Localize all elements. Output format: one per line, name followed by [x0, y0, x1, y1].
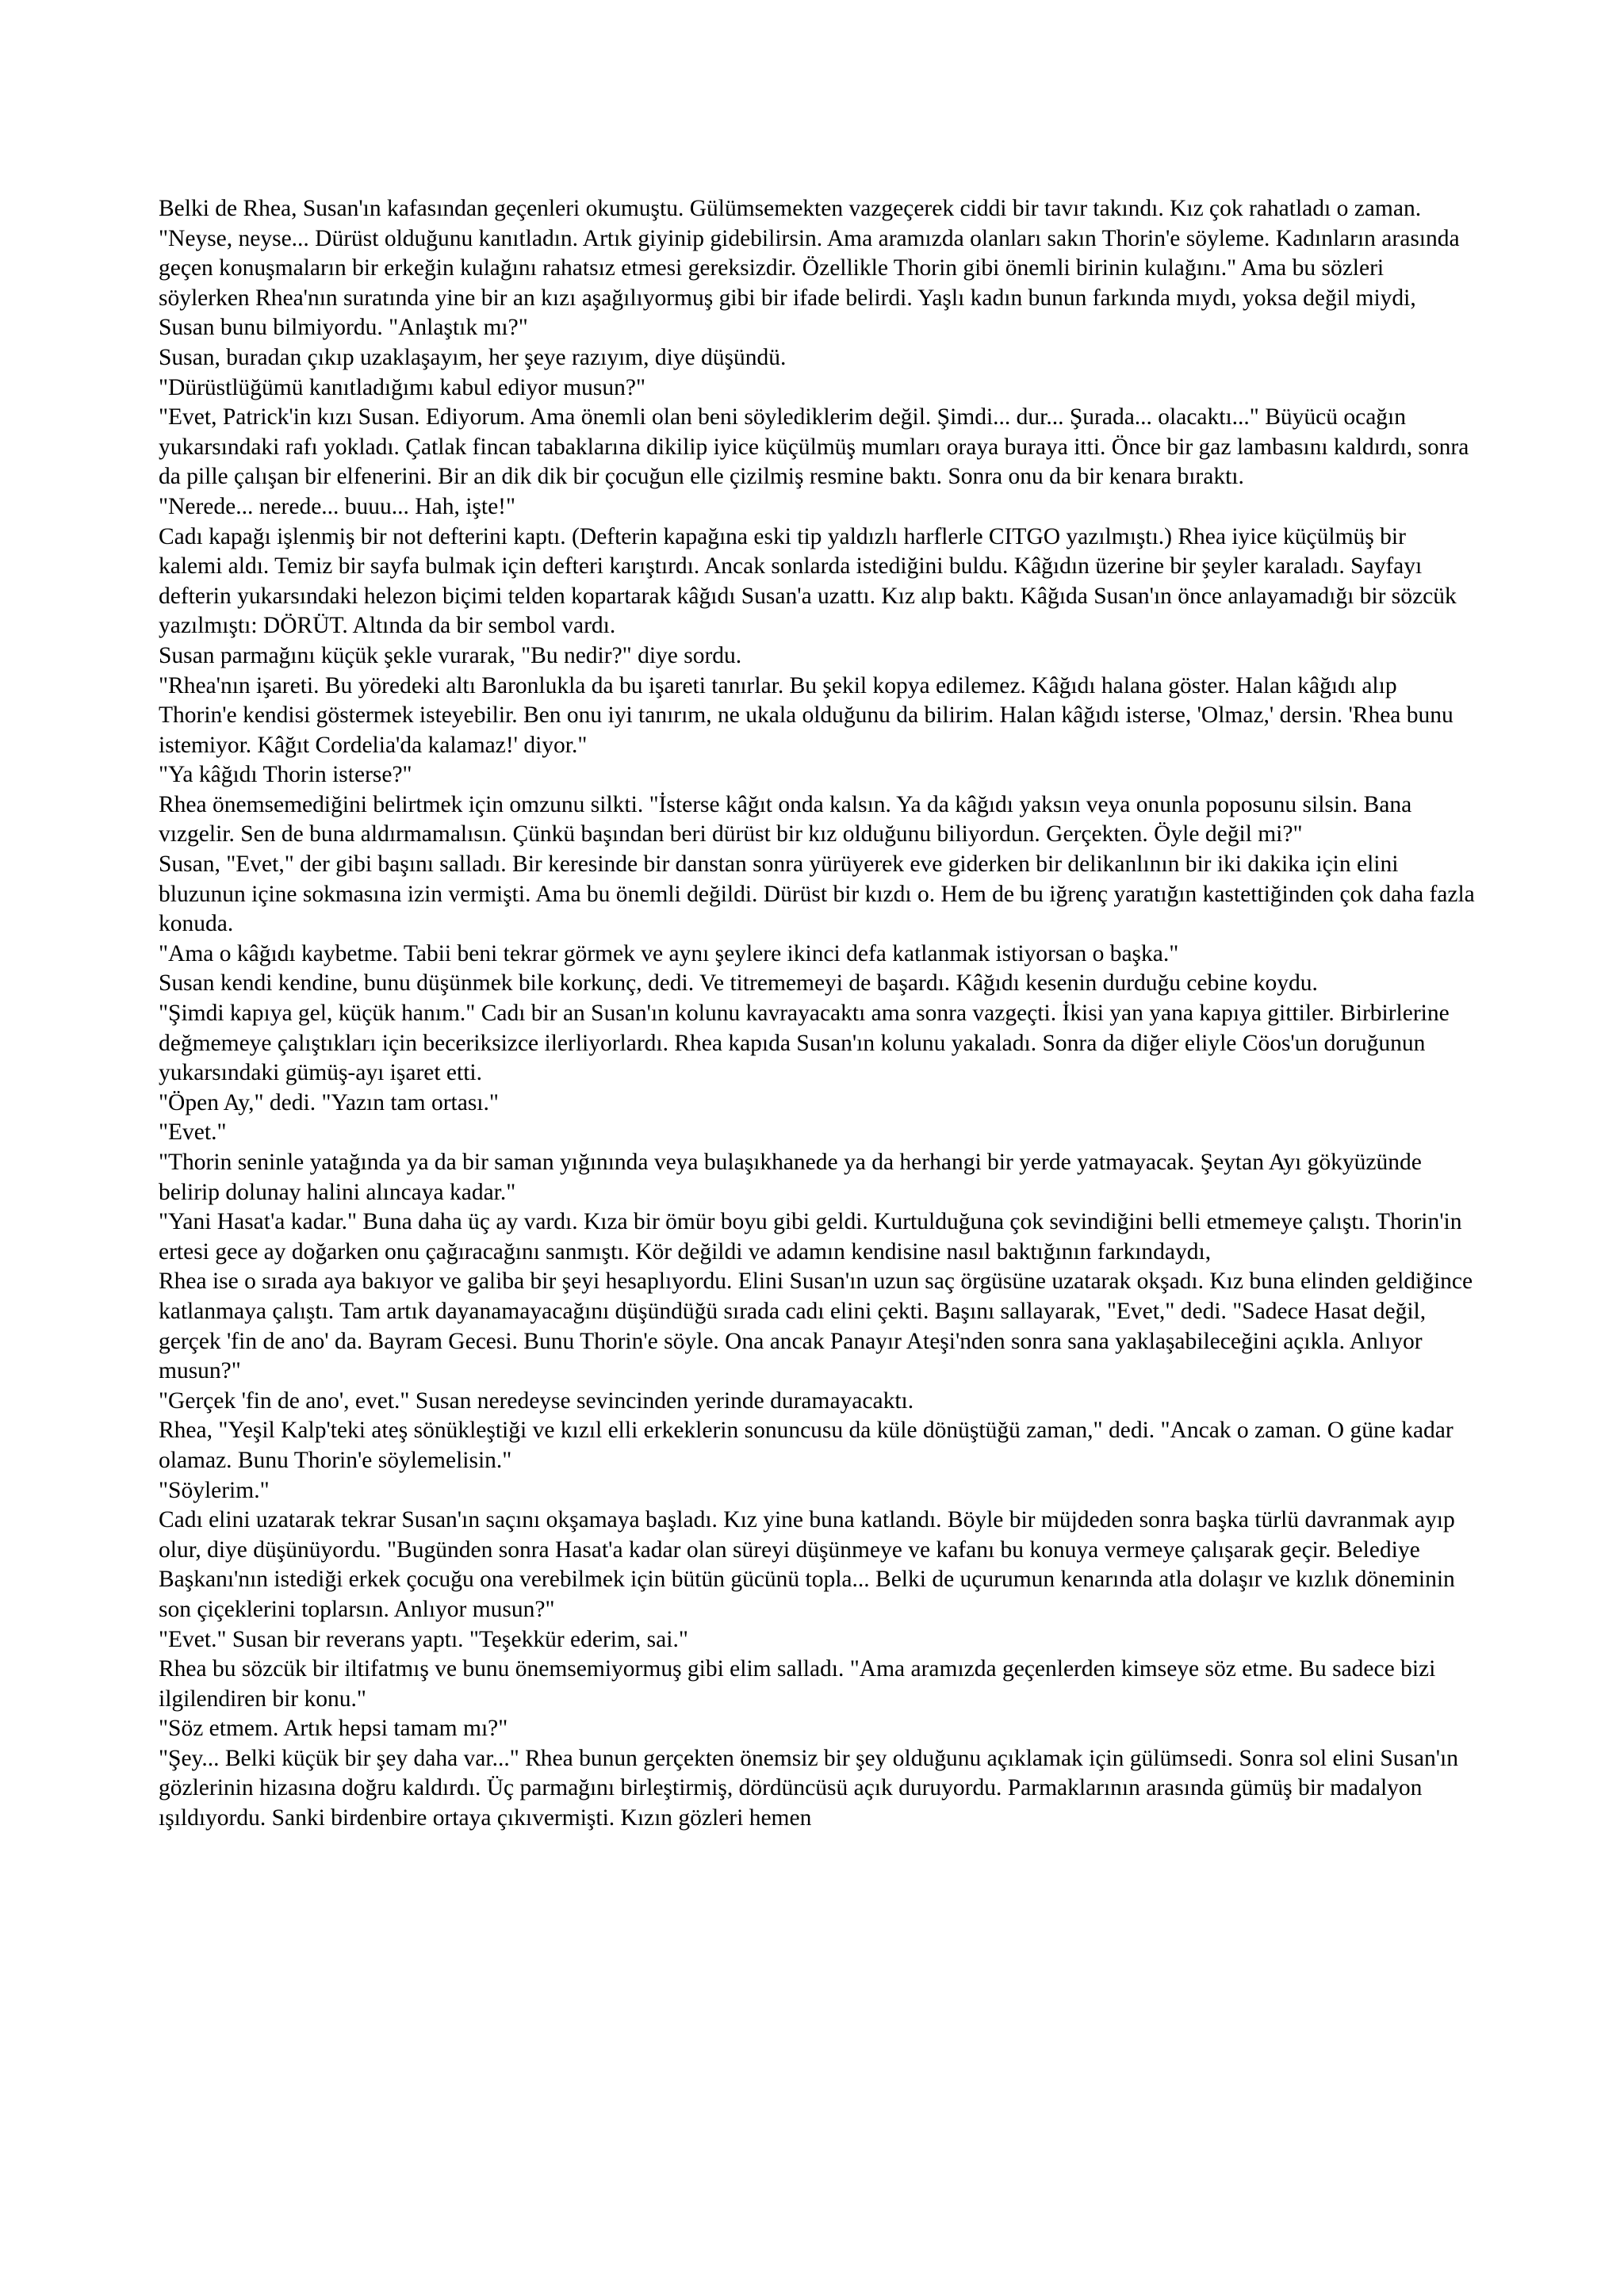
paragraph: "Evet, Patrick'in kızı Susan. Ediyorum. Ama önemli olan beni söylediklerim değil. Şimdi... dur... Şurada... olacaktı..." Büyücü ocağın yukarsındaki rafı yokladı. Çatlak fincan tabaklarına dikilip iyice küçülmüş mumları oraya buraya itti. Önce bir gaz lambasını kaldırdı, sonra da pille çalışan bir elfenerini. Bir an dik dik bir çocuğun elle çizilmiş resmine baktı. Sonra onu da bir kenara bıraktı.	[159, 404, 1469, 490]
paragraph: Rhea ise o sırada aya bakıyor ve galiba bir şeyi hesaplıyordu. Elini Susan'ın uzun saç örgüsüne uzatarak okşadı. Kız buna elinden geldiğince katlanmaya çalıştı. Tam artık dayanamayacağını düşündüğü sırada cadı elini çekti. Başını sallayarak, "Evet," dedi. "Sadece Hasat değil, gerçek 'fin de ano' da. Bayram Gecesi. Bunu Thorin'e söyle. Ona ancak Panayır Ateşi'nden sonra sana yaklaşabileceğini açıkla. Anlıyor musun?"	[159, 1269, 1473, 1384]
paragraph: Belki de Rhea, Susan'ın kafasından geçenleri okumuştu. Gülümsemekten vazgeçerek ciddi bir tavır takındı. Kız çok rahatladı o zaman.	[159, 196, 1422, 221]
paragraph: Cadı elini uzatarak tekrar Susan'ın saçını okşamaya başladı. Kız yine buna katlandı. Böyle bir müjdeden sonra başka türlü davranmak ayıp olur, diye düşünüyordu. "Bugünden sonra Hasat'a kadar olan süreyi düşünmeye ve kafanı bu konuya vermeye çalışarak geçir. Belediye Başkanı'nın istediği erkek çocuğu ona verebilmek için bütün gücünü topla... Belki de uçurumun kenarında atla dolaşır ve kızlık döneminin son çiçeklerini toplarsın. Anlıyor musun?"	[159, 1507, 1455, 1622]
paragraph: Rhea bu sözcük bir iltifatmış ve bunu önemsemiyormuş gibi elim salladı. "Ama aramızda geçenlerden kimseye söz etme. Bu sadece bizi ilgilendiren bir konu."	[159, 1656, 1436, 1712]
paragraph: "Evet."	[159, 1119, 227, 1146]
paragraph: "Şimdi kapıya gel, küçük hanım." Cadı bir an Susan'ın kolunu kavrayacaktı ama sonra vazgeçti. İkisi yan yana kapıya gittiler. Birbirlerine değmemeye çalıştıkları için beceriksizce ilerliyorlardı. Rhea kapıda Susan'ın kolunu yakaladı. Sonra da diğer eliyle Cöos'un doruğunun yukarsındaki gümüş-ayı işaret etti.	[159, 1001, 1450, 1086]
paragraph: "Dürüstlüğümü kanıtladığımı kabul ediyor musun?"	[159, 374, 646, 400]
paragraph: "Rhea'nın işareti. Bu yöredeki altı Baronlukla da bu işareti tanırlar. Bu şekil kopya edilemez. Kâğıdı halana göster. Halan kâğıdı alıp Thorin'e kendisi göstermek isteyebilir. Ben onu iyi tanırım, ne ukala olduğunu da bilirim. Halan kâğıdı isterse, 'Olmaz,' dersin. 'Rhea bunu istemiyor. Kâğıt Cordelia'da kalamaz!' diyor."	[159, 672, 1454, 758]
paragraph: Susan, buradan çıkıp uzaklaşayım, her şeye razıyım, diye düşündü.	[159, 344, 787, 370]
paragraph: "Şey... Belki küçük bir şey daha var..." Rhea bunun gerçekten önemsiz bir şey olduğunu açıklamak için gülümsedi. Sonra sol elini Susan'ın gözlerinin hizasına doğru kaldırdı. Üç parmağını birleştirmiş, dördüncüsü açık duruyordu. Parmaklarının arasında gümüş bir madalyon ışıldıyordu. Sanki birdenbire ortaya çıkıvermişti. Kızın gözleri hemen	[159, 1745, 1459, 1831]
paragraph: "Neyse, neyse... Dürüst olduğunu kanıtladın. Artık giyinip gidebilirsin. Ama aramızda olanları sakın Thorin'e söyleme. Kadınların arasında geçen konuşmaların bir erkeğin kulağını rahatsız etmesi gereksizdir. Özellikle Thorin gibi önemli birinin kulağını." Ama bu sözleri söylerken Rhea'nın suratında yine bir an kızı aşağılıyormuş gibi bir ifade belirdi. Yaşlı kadın bunun farkında mıydı, yoksa değil miydi, Susan bunu bilmiyordu. "Anlaştık mı?"	[159, 225, 1460, 341]
paragraph: "Ama o kâğıdı kaybetme. Tabii beni tekrar görmek ve aynı şeylere ikinci defa katlanmak istiyorsan o başka."	[159, 940, 1179, 966]
paragraph: Rhea önemsemediğini belirtmek için omzunu silkti. "İsterse kâğıt onda kalsın. Ya da kâğıdı yaksın veya onunla poposunu silsin. Bana vızgelir. Sen de buna aldırmamalısın. Çünkü başından beri dürüst bir kız olduğunu biliyordun. Gerçekten. Öyle değil mi?"	[159, 791, 1412, 848]
paragraph: Cadı kapağı işlenmiş bir not defterini kaptı. (Defterin kapağına eski tip yaldızlı harflerle CITGO yazılmıştı.) Rhea iyice küçülmüş bir kalemi aldı. Temiz bir sayfa bulmak için defteri karıştırdı. Ancak sonlarda istediğini buldu. Kâğıdın üzerine bir şeyler karaladı. Sayfayı defterin yukarsındaki helezon biçimi telden kopartarak kâğıdı Susan'a uzattı. Kız alıp baktı. Kâğıda Susan'ın önce anlayamadığı bir sözcük yazılmıştı: DÖRÜT. Altında da bir sembol vardı.	[159, 523, 1457, 639]
paragraph: "Ya kâğıdı Thorin isterse?"	[159, 762, 412, 788]
paragraph: "Thorin seninle yatağında ya da bir saman yığınında veya bulaşıkhanede ya da herhangi bir yerde yatmayacak. Şeytan Ayı gökyüzünde belirip dolunay halini alıncaya kadar."	[159, 1150, 1422, 1205]
paragraph: "Yani Hasat'a kadar." Buna daha üç ay vardı. Kıza bir ömür boyu gibi geldi. Kurtulduğuna çok sevindiğini belli etmemeye çalıştı. Thorin'in ertesi gece ay doğarken onu çağıracağını sanmıştı. Kör değildi ve adamın kendisine nasıl baktığının farkındaydı,	[159, 1209, 1462, 1265]
paragraph: "Nerede... nerede... buuu... Hah, işte!"	[159, 493, 516, 519]
paragraph: "Evet." Susan bir reverans yaptı. "Teşekkür ederim, sai."	[159, 1626, 688, 1652]
body-text	[159, 194, 1475, 1834]
paragraph: Susan kendi kendine, bunu düşünmek bile korkunç, dedi. Ve titrememeyi de başardı. Kâğıdı kesenin durduğu cebine koydu.	[159, 970, 1318, 997]
paragraph: "Öpen Ay," dedi. "Yazın tam ortası."	[159, 1089, 499, 1115]
paragraph: Susan parmağını küçük şekle vurarak, "Bu nedir?" diye sordu.	[159, 642, 742, 668]
paragraph: "Gerçek 'fin de ano', evet." Susan neredeyse sevincinden yerinde duramayacaktı.	[159, 1387, 914, 1414]
paragraph: Rhea, "Yeşil Kalp'teki ateş sönükleştiği ve kızıl elli erkeklerin sonuncusu da küle dönüştüğü zaman," dedi. "Ancak o zaman. O güne kadar olamaz. Bunu Thorin'e söylemelisin."	[159, 1418, 1454, 1473]
paragraph: Susan, "Evet," der gibi başını salladı. Bir keresinde bir danstan sonra yürüyerek eve giderken bir delikanlının bir iki dakika için elini bluzunun içine sokmasına izin vermişti. Ama bu önemli değildi. Dürüst bir kızdı o. Hem de bu iğrenç yaratığın kastettiğinden çok daha fazla konuda.	[159, 851, 1475, 937]
paragraph: "Söylerim."	[159, 1477, 270, 1503]
paragraph: "Söz etmem. Artık hepsi tamam mı?"	[159, 1716, 508, 1742]
